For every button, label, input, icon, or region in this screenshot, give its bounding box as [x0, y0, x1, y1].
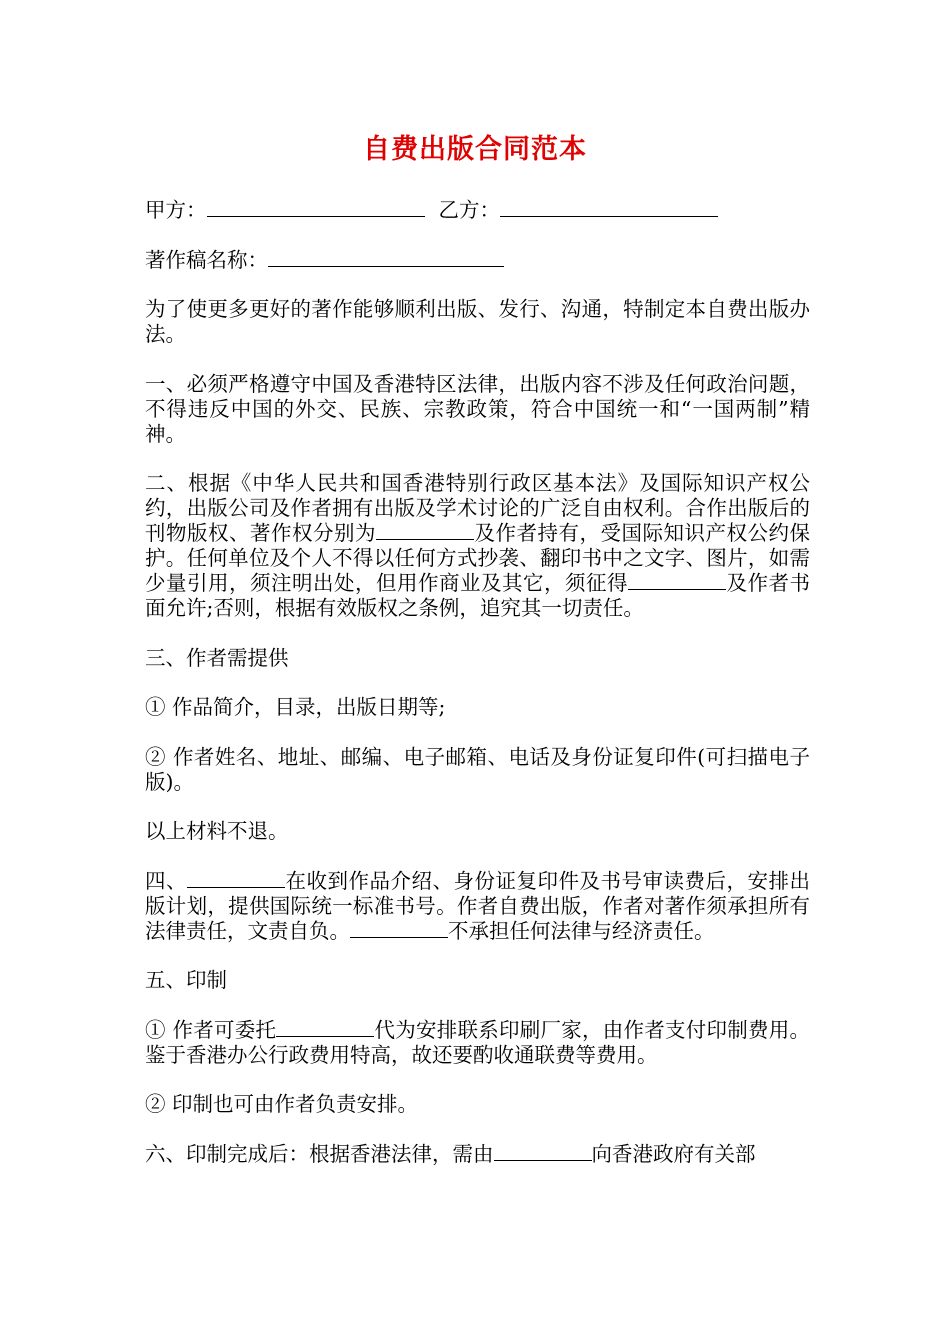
clause-2-blank-2 — [628, 571, 726, 590]
party-b-label: 乙方： — [438, 198, 500, 222]
clause-3-item-1: ① 作品简介，目录，出版日期等; — [145, 695, 446, 719]
clause-5-item-2: ② 印制也可由作者负责安排。 — [145, 1092, 419, 1116]
clause-5-item-1 — [145, 1018, 810, 1068]
clause-4-text-1: 四、 — [145, 868, 187, 893]
clause-5-item-1-text-2: 代为安排联系印刷厂家，由作者支付印制费用。鉴于香港办公行政费用特高，故还要酌收通联费等费用。 — [145, 1017, 810, 1067]
clause-1: 一、必须严格遵守中国及香港特区法律，出版内容不涉及任何政治问题，不得违反中国的外交、民族、宗教政策，符合中国统一和“一国两制”精神。 — [145, 371, 810, 446]
clause-6 — [145, 1142, 810, 1167]
clause-3-item-2: ② 作者姓名、地址、邮编、电子邮箱、电话及身份证复印件(可扫描电子版)。 — [145, 744, 810, 794]
work-name-label: 著作稿名称： — [145, 247, 268, 272]
document-title: 自费出版合同范本 — [363, 134, 587, 165]
parties-line — [145, 198, 810, 223]
work-name-line — [145, 248, 810, 273]
clause-2-blank-1 — [376, 521, 474, 540]
party-a-label: 甲方： — [145, 198, 207, 222]
clause-4-text-2: 在收到作品介绍、身份证复印件及书号审读费后，安排出版计划，提供国际统一标准书号。作者自费出版，作者对著作须承担所有法律责任，文责自负。 — [145, 868, 810, 943]
party-b-blank — [500, 198, 718, 217]
clause-5-title: 五、印制 — [145, 968, 227, 992]
clause-3-note: 以上材料不退。 — [145, 819, 289, 843]
clause-2-text-3: 及作者书面允许;否则，根据有效版权之条例，追究其一切责任。 — [145, 571, 810, 620]
clause-2-text-1: 二、根据《中华人民共和国香港特别行政区基本法》及国际知识产权公约，出版公司及作者拥有出版及学术讨论的广泛自由权利。合作出版后的刊物版权、著作权分别为 — [145, 471, 810, 545]
clause-4 — [145, 869, 810, 944]
clause-6-text-2: 向香港政府有关部 — [591, 1141, 756, 1166]
clause-4-text-3: 不承担任何法律与经济责任。 — [448, 918, 715, 943]
clause-4-blank-2 — [350, 919, 448, 938]
clause-2-text-2: 及作者持有，受国际知识产权公约保护。任何单位及个人不得以任何方式抄袭、翻印书中之文字、图片，如需少量引用，须注明出处，但用作商业及其它，须征得 — [145, 521, 810, 595]
clause-6-blank — [494, 1142, 592, 1161]
party-a-blank — [207, 198, 425, 217]
clause-3-title: 三、作者需提供 — [145, 645, 289, 670]
clause-5-blank — [276, 1018, 374, 1037]
clause-4-blank-1 — [187, 869, 285, 888]
document-body — [145, 198, 810, 1191]
clause-2 — [145, 471, 810, 621]
intro-paragraph: 为了使更多更好的著作能够顺利出版、发行、沟通，特制定本自费出版办法。 — [145, 297, 810, 346]
clause-5-item-1-text-1: ① 作者可委托 — [145, 1017, 277, 1042]
work-name-blank — [268, 248, 504, 267]
clause-6-text-1: 六、印制完成后：根据香港法律，需由 — [145, 1141, 494, 1166]
